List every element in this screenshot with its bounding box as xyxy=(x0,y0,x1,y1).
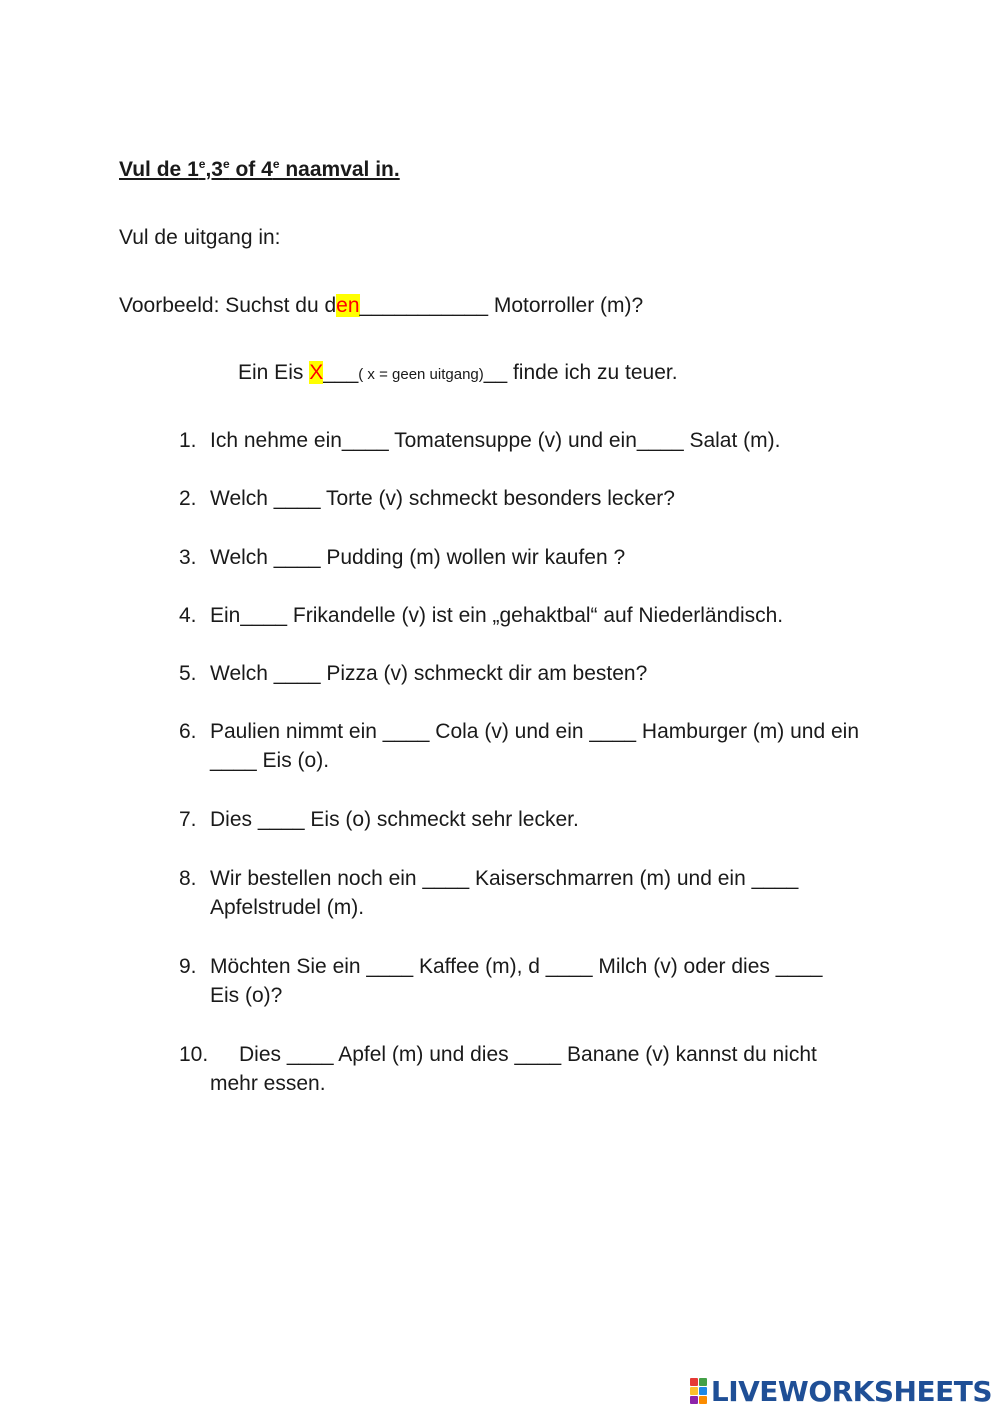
exercise-item-3: 3. Welch ____ Pudding (m) wollen wir kaufen ? xyxy=(179,546,626,569)
example-2-answer: X xyxy=(309,361,324,384)
exercise-item-4: 4. Ein____ Frikandelle (v) ist ein „gehaktbal“ auf Niederländisch. xyxy=(179,604,784,627)
exercise-item-8: 8. Wir bestellen noch ein ____ Kaiserschmarren (m) und ein ____ Apfelstrudel (m). xyxy=(179,867,799,919)
instruction-text: Vul de uitgang in: xyxy=(119,226,281,249)
example-line-2: Ein Eis X___( x = geen uitgang)__ finde ich zu teuer. xyxy=(238,361,678,384)
exercise-item-7: 7. Dies ____ Eis (o) schmeckt sehr lecker. xyxy=(179,808,579,831)
example-2-note: ( x = geen uitgang) xyxy=(358,366,484,383)
example-1-answer: en xyxy=(336,294,360,317)
exercise-item-6: 6. Paulien nimmt ein ____ Cola (v) und ein ____ Hamburger (m) und ein ____ Eis (o). xyxy=(179,720,860,772)
exercise-item-5: 5. Welch ____ Pizza (v) schmeckt dir am besten? xyxy=(179,662,648,685)
worksheet-title: Vul de 1e,3e of 4e naamval in. xyxy=(119,157,400,181)
logo-blocks-icon xyxy=(690,1378,707,1404)
exercise-item-9: 9. Möchten Sie ein ____ Kaffee (m), d ____ Milch (v) oder dies ____ Eis (o)? xyxy=(179,955,823,1007)
liveworksheets-logo xyxy=(690,1373,992,1409)
exercise-item-10: 10. Dies ____ Apfel (m) und dies ____ Banane (v) kannst du nicht mehr essen. xyxy=(179,1043,817,1095)
exercise-item-1: 1. Ich nehme ein____ Tomatensuppe (v) und ein____ Salat (m). xyxy=(179,429,781,452)
exercise-item-2: 2. Welch ____ Torte (v) schmeckt besonders lecker? xyxy=(179,487,675,510)
example-line-1: Voorbeeld: Suchst du den___________ Motorroller (m)? xyxy=(119,294,644,317)
logo-text: LIVEWORKSHEETS xyxy=(710,1374,992,1408)
